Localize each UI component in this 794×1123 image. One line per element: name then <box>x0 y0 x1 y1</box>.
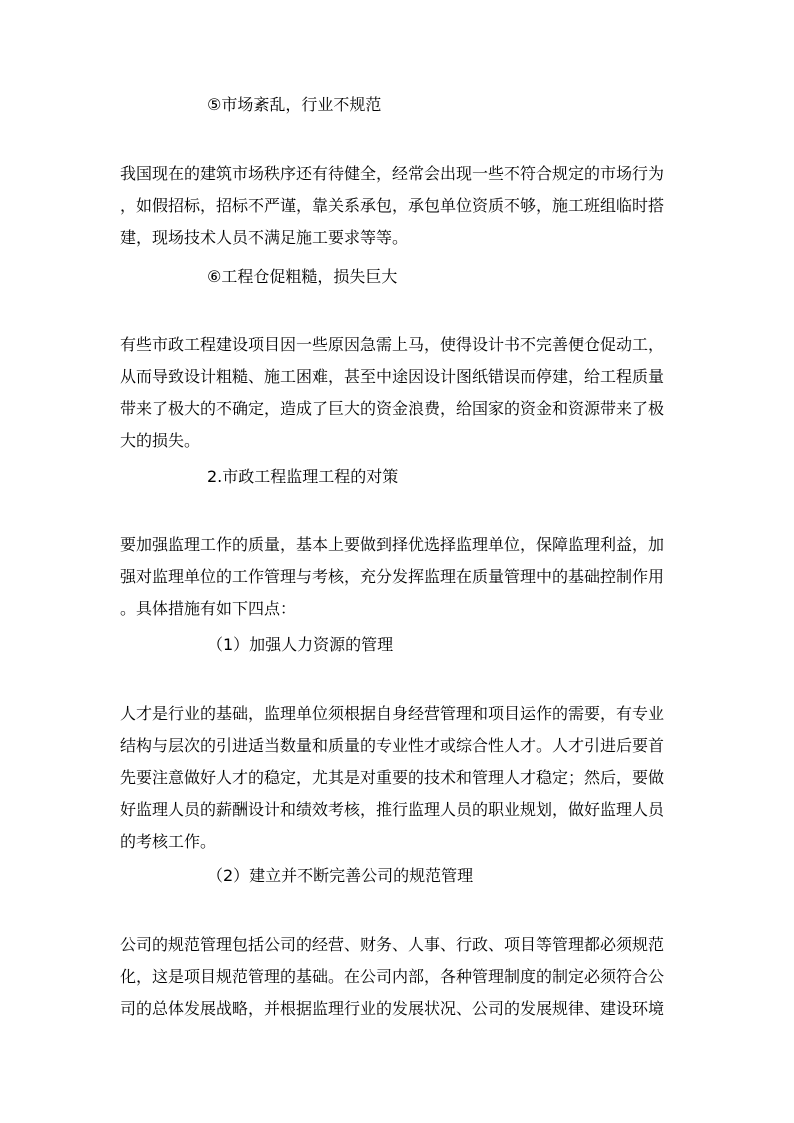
paragraph-line: 带来了极大的不确定，造成了巨大的资金浪费，给国家的资金和资源带来了极 <box>120 399 665 418</box>
paragraph-line: 强对监理单位的工作管理与考核，充分发挥监理在质量管理中的基础控制作用 <box>120 567 665 586</box>
paragraph-line: 化，这是项目规范管理的基础。在公司内部，各种管理制度的制定必须符合公 <box>120 967 665 986</box>
paragraph-line: 公司的规范管理包括公司的经营、财务、人事、行政、项目等管理都必须规范 <box>120 935 665 954</box>
section-heading-hasty-projects: ⑥工程仓促粗糙，损失巨大 <box>207 267 398 286</box>
paragraph-line: 大的损失。 <box>120 431 201 450</box>
paragraph-market-disorder <box>120 158 668 254</box>
paragraph-line: ，如假招标，招标不严谨，靠关系承包，承包单位资质不够，施工班组临时搭 <box>120 196 665 215</box>
paragraph-hasty-projects <box>120 329 668 457</box>
paragraph-line: 人才是行业的基础，监理单位须根据自身经营管理和项目运作的需要，有专业 <box>120 704 665 723</box>
paragraph-line: 有些市政工程建设项目因一些原因急需上马，使得设计书不完善便仓促动工， <box>120 335 665 354</box>
paragraph-line: 的考核工作。 <box>120 832 217 851</box>
subsection-heading-human-resources: （1）加强人力资源的管理 <box>207 635 394 654</box>
paragraph-line: 。具体措施有如下四点： <box>120 599 297 618</box>
paragraph-line: 先要注意做好人才的稳定，尤其是对重要的技术和管理人才稳定；然后，要做 <box>120 768 665 787</box>
paragraph-line: 司的总体发展战略，并根据监理行业的发展状况、公司的发展规律、建设环境 <box>120 999 665 1018</box>
subsection-heading-standard-management: （2）建立并不断完善公司的规范管理 <box>207 866 474 885</box>
section-heading-countermeasures: 2.市政工程监理工程的对策 <box>207 467 399 486</box>
paragraph-line: 好监理人员的薪酬设计和绩效考核，推行监理人员的职业规划，做好监理人员 <box>120 800 665 819</box>
paragraph-line: 结构与层次的引进适当数量和质量的专业性才或综合性人才。人才引进后要首 <box>120 736 665 755</box>
paragraph-human-resources <box>120 698 668 858</box>
paragraph-line: 我国现在的建筑市场秩序还有待健全，经常会出现一些不符合规定的市场行为 <box>120 164 665 183</box>
paragraph-standard-management <box>120 929 668 1025</box>
paragraph-line: 要加强监理工作的质量，基本上要做到择优选择监理单位，保障监理利益，加 <box>120 535 665 554</box>
section-heading-market-disorder: ⑤市场紊乱，行业不规范 <box>207 95 382 114</box>
paragraph-countermeasures <box>120 529 668 625</box>
paragraph-line: 从而导致设计粗糙、施工困难，甚至中途因设计图纸错误而停建，给工程质量 <box>120 367 665 386</box>
paragraph-line: 建，现场技术人员不满足施工要求等等。 <box>120 228 409 247</box>
